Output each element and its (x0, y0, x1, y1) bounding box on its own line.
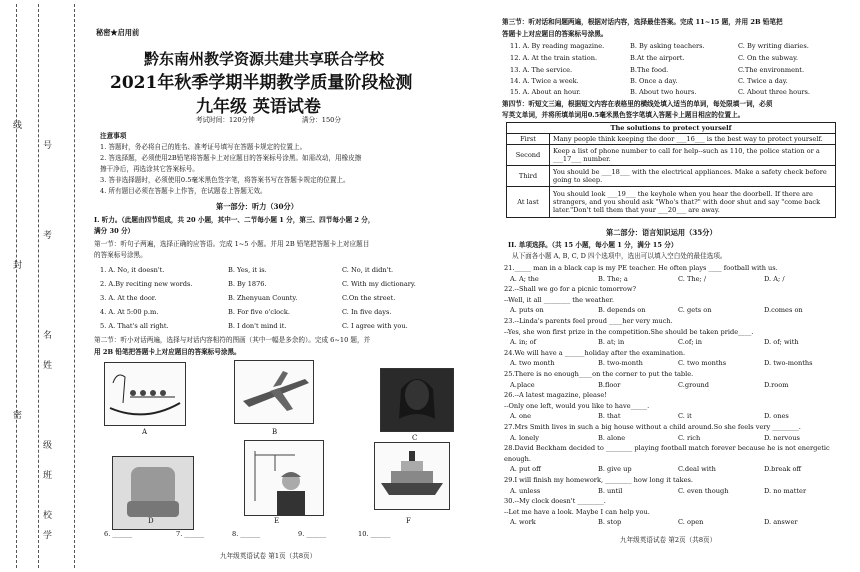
instruction: 答题卡上对应题目的答案标号涂黑。 (502, 30, 608, 38)
solutions-table (506, 122, 836, 218)
table-cell: You should look ___19___ the keyhole when you hear the doorbell. If there are strangers, and you should ask "Who's that?" with door shut and say "come back later."Don't tell them that your ___20___ are away. (550, 187, 836, 218)
dotted-line (16, 4, 17, 568)
binding-label: 线 (11, 120, 21, 129)
option: C.ground (678, 380, 709, 389)
option: C. No, it didn't. (342, 266, 394, 274)
binding-label: 姓 (41, 360, 51, 369)
question-line: 25.There is no enough____on the corner to put the table. (504, 370, 694, 378)
table-cell: Keep a list of phone number to call for help--such as 110, the police station or a ___17___ number. (550, 145, 836, 166)
option: C. In five days. (342, 308, 392, 316)
option: D. two-months (764, 359, 813, 368)
option: D. ones (764, 412, 789, 421)
binding-label: 学 (41, 530, 51, 539)
exam-title: 2021年秋季学期半期教学质量阶段检测 (110, 73, 413, 93)
picture-label: B (272, 428, 278, 436)
section-heading: 满分 30 分） (94, 227, 135, 235)
instruction: 的答案标号涂黑。 (94, 251, 147, 259)
table-cell: Many people think keeping the door ___16___ is the best way to protect yourself. (550, 134, 836, 145)
option: C. I agree with you. (342, 322, 408, 330)
option: C.On the street. (342, 294, 396, 302)
option: 1. A. No, it doesn't. (100, 266, 165, 274)
subject-title: 九年级 英语试卷 (196, 97, 321, 117)
instruction: 用 2B 铅笔把答题卡上对应题目的答案标号涂黑。 (94, 348, 241, 356)
option: A. lonely (510, 433, 540, 442)
dotted-line (74, 4, 75, 568)
option: B.At the airport. (630, 54, 685, 62)
option: C. even though (678, 486, 729, 495)
binding-label: 级 (41, 440, 51, 449)
woman-portrait-picture (380, 368, 454, 432)
option: A. unless (510, 486, 541, 495)
option: C. The; / (678, 274, 707, 283)
question-line: 26.--A latest magazine, please! (504, 391, 607, 400)
question-line: 28.David Beckham decided to ________ playing football match forever because he is not energetic (504, 444, 830, 453)
binding-label: 封 (11, 260, 21, 269)
option: B. The; a (598, 274, 628, 283)
table-title: The solutions to protect yourself (507, 123, 836, 134)
page-footer: 九年级英语试卷 第1页（共8页） (220, 552, 317, 560)
option: C. Twice a day. (738, 77, 788, 85)
option: 3. A. At the door. (100, 294, 157, 302)
option: C. With my dictionary. (342, 280, 416, 288)
option: 4. A. At 5:00 p.m. (100, 308, 159, 316)
note-line: 3. 答非选择题时，必须使用0.5毫米黑色签字笔，将答案书写在答题卡规定的位置上。 (100, 176, 350, 184)
option: B. For five o'clock. (228, 308, 290, 316)
option: C. rich (678, 433, 701, 442)
question-line: --Let me have a look. Maybe I can help you. (504, 507, 650, 516)
option: D. A; / (764, 274, 785, 283)
binding-label: 密 (11, 410, 21, 419)
instruction: 第二节：听小对话两遍，选择与对话内容相符的图画（其中一幅是多余的）。完成 6~10 题，并 (94, 336, 371, 344)
option: B. until (598, 486, 623, 495)
option: A. put off (510, 465, 541, 474)
option: B. stop (598, 518, 622, 527)
option: D.comes on (764, 306, 803, 315)
instruction: 第四节：听短文三遍，根据短文内容在表格里的横线处填入适当的单词，每处限填一词，必须 (502, 100, 773, 108)
option: D.room (764, 380, 789, 389)
option: B. at; in (598, 338, 625, 347)
question-line: --Yes, she won first prize in the competition.She should be taken pride____. (504, 327, 754, 336)
engineer-picture (244, 440, 324, 516)
page-two (502, 0, 854, 572)
secret-mark: 秘密★启用前 (96, 28, 140, 37)
option: B. Zhenyuan County. (228, 294, 298, 302)
option: A. two month (510, 359, 555, 368)
option: A. one (510, 412, 532, 421)
section-heading: II. 单项选择。（共 15 小题，每小题 1 分，满分 15 分） (508, 241, 678, 249)
answer-blank: 7. ______ (176, 530, 205, 538)
option: D. answer (764, 518, 798, 527)
option: C.of; in (678, 338, 702, 347)
table-row (507, 134, 836, 145)
option: C.deal with (678, 465, 716, 474)
option: 5. A. That's all right. (100, 322, 169, 330)
question-line: 22.--Shall we go for a picnic tomorrow? (504, 285, 637, 294)
binding-label: 校 (41, 510, 51, 519)
note-line: 2. 答选择题，必须使用2B铅笔将答题卡上对应题目的答案标号涂黑。如需改动，用橡皮擦 (100, 154, 362, 162)
instruction: 第一节：听句子两遍，选择正确的应答语。完成 1~5 小题。并用 2B 铅笔把答题卡上对应题目 (94, 240, 370, 248)
option: A. work (510, 518, 536, 527)
binding-label: 号 (41, 140, 51, 149)
school-title: 黔东南州教学资源共建共享联合学校 (144, 50, 385, 68)
airplane-picture (234, 360, 314, 424)
section-heading: I. 听力。（此题由四节组成，共 20 小题，其中一、二节每小题 1 分，第三、四节每小题 2 分， (94, 216, 375, 224)
option: C. On the subway. (738, 54, 799, 62)
table-cell: Third (507, 166, 550, 187)
part-two-heading: 第二部分：语言知识运用（35分） (606, 228, 717, 237)
question-line: --Only one left, would you like to have_____. (504, 401, 650, 410)
option: C. two months (678, 359, 727, 368)
question-line: --Well, it all ________ the weather. (504, 295, 614, 304)
option: A. puts on (510, 306, 544, 315)
question-line: 24.We will have a ______holiday after the examination. (504, 348, 686, 357)
answer-blank: 6. ______ (104, 530, 133, 538)
picture-label: D (148, 517, 154, 525)
page-one (92, 0, 462, 572)
option: C. it (678, 412, 692, 421)
option: 13. A. The service. (510, 66, 573, 74)
option: A. A; the (510, 274, 539, 283)
answer-blank: 10. ______ (358, 530, 391, 538)
question-line: 27.Mrs Smith lives in such a big house without a child around.So she feels very ________. (504, 423, 801, 431)
option: B. By 1876. (228, 280, 267, 288)
binding-label: 考 (41, 230, 51, 239)
picture-label: F (406, 517, 411, 525)
instruction: 第三节：听对话和问题两遍，根据对话内容，选择最佳答案。完成 11~15 题，并用 2B 铅笔把 (502, 18, 783, 26)
option: B. alone (598, 433, 626, 442)
answer-blank: 9. ______ (298, 530, 327, 538)
option: 12. A. At the train station. (510, 54, 598, 62)
option: C. gets on (678, 306, 712, 315)
dragon-boat-picture (104, 362, 186, 426)
table-cell: You should be ___18___ with the electrical appliances. Make a safety check before going to sleep. (550, 166, 836, 187)
dotted-line (38, 4, 39, 568)
option: B. give up (598, 465, 632, 474)
question-line: enough. (504, 454, 531, 463)
option: B.floor (598, 380, 621, 389)
binding-label: 名 (41, 330, 51, 339)
option: B. By asking teachers. (630, 42, 705, 50)
notes-title: 注意事项 (100, 132, 127, 140)
question-line: 23.--Linda's parents feel proud ____her very much. (504, 317, 673, 325)
picture-label: A (142, 428, 148, 436)
option: B. About two hours. (630, 88, 697, 96)
ship-picture (374, 442, 450, 510)
option: D. nervous (764, 433, 800, 442)
option: B. Once a day. (630, 77, 678, 85)
note-line: 擦干净后，再选涂其它答案标号。 (100, 165, 199, 173)
option: 15. A. About an hour. (510, 88, 581, 96)
exam-score: 满分：150分 (302, 116, 341, 124)
binding-label: 班 (41, 470, 51, 479)
answer-blank: 8. ______ (232, 530, 261, 538)
exam-time: 考试时间：120分钟 (196, 116, 255, 124)
table-row (507, 145, 836, 166)
option: 14. A. Twice a week. (510, 77, 579, 85)
option: B. that (598, 412, 621, 421)
option: B. depends on (598, 306, 646, 315)
option: B. two-month (598, 359, 643, 368)
binding-margin (0, 0, 88, 572)
option: C. open (678, 518, 704, 527)
question-line: 29.I will finish my homework, ________ how long it takes. (504, 476, 694, 484)
option: 11. A. By reading magazine. (510, 42, 605, 50)
option: C. About three hours. (738, 88, 810, 96)
option: A.place (510, 380, 535, 389)
table-row (507, 187, 836, 218)
picture-label: E (274, 517, 280, 525)
note-line: 4. 所有题目必须在答题卡上作答，在试题卷上答题无效。 (100, 187, 267, 195)
option: D. of; with (764, 338, 799, 347)
instruction: 从下面各小题 A, B, C, D 四个选项中，选出可以填入空白处的最佳选项。 (512, 252, 727, 260)
picture-label: C (412, 434, 418, 442)
table-cell: At last (507, 187, 550, 218)
question-line: 30.--My clock doesn't ________. (504, 497, 606, 506)
option: B.The food. (630, 66, 669, 74)
option: C.The environment. (738, 66, 805, 74)
instruction: 写英文单词，并将所填单词用0.5毫米黑色签字笔填入答题卡上题目相应的位置上。 (502, 111, 745, 119)
option: B. I don't mind it. (228, 322, 287, 330)
question-line: 21._____ man in a black cap is my PE teacher. He often plays ____ football with us. (504, 264, 778, 272)
option: 2. A.By reciting new words. (100, 280, 193, 288)
note-line: 1. 答题时，务必将自己的姓名、准考证号填写在答题卡规定的位置上。 (100, 143, 307, 151)
table-row (507, 166, 836, 187)
table-cell: Second (507, 145, 550, 166)
page-footer: 九年级英语试卷 第2页（共8页） (620, 536, 717, 544)
option: D.break off (764, 465, 802, 474)
option: D. no matter (764, 486, 807, 495)
option: B. Yes, it is. (228, 266, 267, 274)
option: A. in; of (510, 338, 537, 347)
table-cell: First (507, 134, 550, 145)
option: C. By writing diaries. (738, 42, 809, 50)
part-one-heading: 第一部分：听力（30分） (216, 202, 298, 211)
